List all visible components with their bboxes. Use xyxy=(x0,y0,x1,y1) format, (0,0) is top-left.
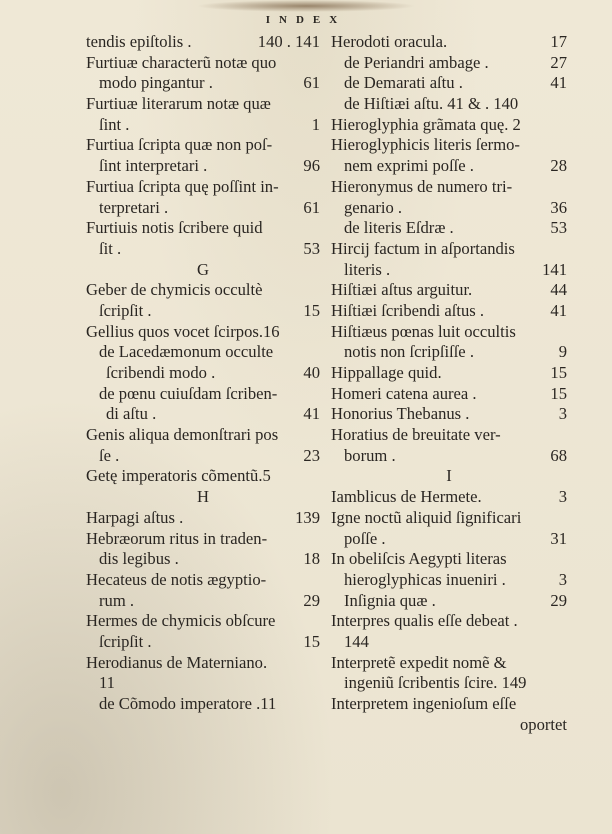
entry-text: Furtiua ſcripta quæ non poſ- xyxy=(86,135,273,155)
index-entry-line xyxy=(86,653,320,674)
entry-text: de Cõmodo imperatore .11 xyxy=(99,694,277,713)
index-entry-line xyxy=(331,218,567,239)
index-entry-line xyxy=(86,73,320,94)
index-entry-line xyxy=(331,694,567,715)
entry-text: ingeniũ ſcribentis ſcire. 149 xyxy=(344,673,527,693)
index-entry-line xyxy=(331,384,567,405)
page-reference: 15 xyxy=(303,631,320,651)
index-entry-line xyxy=(86,32,320,53)
index-entry-line xyxy=(331,94,567,115)
index-entry-line xyxy=(86,570,320,591)
entry-text: notis non ſcripſiſſe . xyxy=(344,342,474,362)
index-entry-line xyxy=(331,673,567,694)
index-entry-line xyxy=(331,342,567,363)
entry-text: Getę imperatoris cõmentũ.5 xyxy=(86,466,271,486)
entry-text: Inſignia quæ . xyxy=(344,590,436,610)
page-reference: 41 xyxy=(550,73,567,93)
entry-text: In obeliſcis Aegypti literas xyxy=(331,549,507,569)
index-entry-line xyxy=(331,156,567,177)
index-entry-line xyxy=(86,611,320,632)
entry-text: ſcripſit . xyxy=(99,300,152,320)
index-entry-line xyxy=(86,177,320,198)
index-column-left xyxy=(86,32,320,715)
index-entry-line xyxy=(331,425,567,446)
index-column-right xyxy=(331,32,567,735)
entry-text: Genis aliqua demonſtrari pos xyxy=(86,425,279,445)
page-reference: 53 xyxy=(303,238,320,258)
page-reference: 141 xyxy=(542,259,567,279)
index-entry-line xyxy=(86,53,320,74)
page-reference: 3 xyxy=(558,569,567,589)
page-reference: 28 xyxy=(550,156,567,176)
binding-stain xyxy=(196,0,416,12)
entry-text: nem exprimi poſſe . xyxy=(344,156,474,176)
entry-text: Herodianus de Materniano. xyxy=(86,652,268,672)
entry-text: Hiſtiæi ſcribendi aſtus . xyxy=(331,300,485,320)
entry-text: Furtiua ſcripta quę poſſint in- xyxy=(86,176,279,196)
index-entry-line xyxy=(86,301,320,322)
index-entry-line xyxy=(86,280,320,301)
entry-text: 144 xyxy=(344,631,369,651)
entry-text: Hermes de chymicis obſcure xyxy=(86,611,276,631)
page-reference: 44 xyxy=(550,280,567,300)
page-reference: 41 xyxy=(303,404,320,424)
entry-text: 11 xyxy=(99,673,115,693)
index-entry-line xyxy=(331,177,567,198)
index-entry-line xyxy=(86,342,320,363)
index-entry-line xyxy=(331,653,567,674)
page-reference: 139 xyxy=(295,507,320,527)
index-entry-line xyxy=(86,322,320,343)
section-letter xyxy=(331,466,567,487)
index-entry-line xyxy=(86,529,320,550)
index-entry-line xyxy=(331,446,567,467)
index-entry-line xyxy=(86,508,320,529)
entry-text: hieroglyphicas inueniri . xyxy=(344,569,506,589)
page-reference: 29 xyxy=(303,590,320,610)
entry-text: Hieroglyphicis literis ſermo- xyxy=(331,135,520,155)
entry-text: I xyxy=(446,466,452,486)
page-reference: 61 xyxy=(303,197,320,217)
entry-text: literis . xyxy=(344,259,391,279)
entry-text: poſſe . xyxy=(344,528,386,548)
index-entry-line xyxy=(331,611,567,632)
page-reference: 1 xyxy=(311,114,320,134)
entry-text: Harpagi aſtus . xyxy=(86,507,184,527)
index-entry-line xyxy=(86,363,320,384)
entry-text: Honorius Thebanus . xyxy=(331,404,470,424)
entry-text: Hecateus de notis ægyptio- xyxy=(86,569,267,589)
page-reference: 18 xyxy=(303,549,320,569)
entry-text: Furtiuis notis ſcribere quid xyxy=(86,218,263,238)
page-reference: 36 xyxy=(550,197,567,217)
page-reference: 31 xyxy=(550,528,567,548)
entry-text: G xyxy=(197,259,209,279)
index-entry-line xyxy=(331,322,567,343)
entry-text: Hebræorum ritus in traden- xyxy=(86,528,268,548)
index-entry-line xyxy=(86,404,320,425)
entry-text: borum . xyxy=(344,445,396,465)
running-header: INDEX xyxy=(265,14,347,26)
entry-text: de pœnu cuiuſdam ſcriben- xyxy=(99,383,278,403)
index-entry-line xyxy=(331,508,567,529)
page-reference: 23 xyxy=(303,445,320,465)
entry-text: ſcripſit . xyxy=(99,631,152,651)
index-entry-line xyxy=(331,632,567,653)
page-reference: 17 xyxy=(550,32,567,51)
entry-text: Hieroglyphia grãmata quę. 2 xyxy=(331,114,521,134)
entry-text: Iamblicus de Hermete. xyxy=(331,487,482,507)
index-entry-line xyxy=(86,198,320,219)
index-entry-line xyxy=(331,53,567,74)
entry-text: ſint . xyxy=(99,114,130,134)
index-entry-line xyxy=(86,632,320,653)
entry-text: Homeri catena aurea . xyxy=(331,383,477,403)
entry-text: Hiſtiæus pœnas luit occultis xyxy=(331,321,516,341)
index-entry-line xyxy=(331,570,567,591)
entry-text: dis legibus . xyxy=(99,549,179,569)
page-reference: 3 xyxy=(558,404,567,424)
entry-text: de Periandri ambage . xyxy=(344,52,489,72)
index-entry-line xyxy=(331,301,567,322)
entry-text: Interpretem ingenioſum eſſe xyxy=(331,694,517,713)
entry-text: Interpretẽ expedit nomẽ & xyxy=(331,652,507,672)
index-entry-line xyxy=(331,32,567,53)
index-entry-line xyxy=(86,239,320,260)
page-reference: 9 xyxy=(558,342,567,362)
index-entry-line xyxy=(86,694,320,715)
entry-text: Geber de chymicis occultè xyxy=(86,280,263,300)
index-entry-line xyxy=(86,673,320,694)
index-entry-line xyxy=(331,529,567,550)
section-letter xyxy=(86,487,320,508)
entry-text: ſcribendi modo . xyxy=(106,363,216,382)
entry-text: di aſtu . xyxy=(106,404,157,424)
page-reference: 61 xyxy=(303,73,320,93)
entry-text: Hieronymus de numero tri- xyxy=(331,176,513,196)
index-entry-line xyxy=(331,404,567,425)
page-reference: 3 xyxy=(558,487,567,507)
index-entry-line xyxy=(86,115,320,136)
page-reference: 15 xyxy=(550,383,567,403)
page-reference: 41 xyxy=(550,300,567,320)
entry-text: Igne noctũ aliquid ſignificari xyxy=(331,507,522,527)
entry-text: de literis Eſdræ . xyxy=(344,218,454,238)
entry-text: tendis epiſtolis . xyxy=(86,32,192,51)
index-entry-line xyxy=(86,218,320,239)
page-reference: 27 xyxy=(550,52,567,72)
page-reference: 140 . 141 xyxy=(257,32,320,51)
index-entry-line xyxy=(86,446,320,467)
entry-text: Furtiuæ characterũ notæ quo xyxy=(86,52,277,72)
entry-text: ſint interpretari . xyxy=(99,156,208,176)
index-entry-line xyxy=(331,549,567,570)
index-entry-line xyxy=(331,487,567,508)
index-entry-line xyxy=(331,280,567,301)
section-letter xyxy=(86,260,320,281)
entry-text: Hippallage quid. xyxy=(331,363,442,382)
page-reference: 68 xyxy=(550,445,567,465)
index-entry-line xyxy=(331,363,567,384)
entry-text: Gellius quos vocet ſcirpos.16 xyxy=(86,321,280,341)
index-entry-line xyxy=(86,425,320,446)
index-entry-line xyxy=(331,198,567,219)
index-entry-line xyxy=(86,135,320,156)
index-entry-line xyxy=(331,591,567,612)
page-reference: 96 xyxy=(303,156,320,176)
index-entry-line xyxy=(86,591,320,612)
index-entry-line xyxy=(331,239,567,260)
index-entry-line xyxy=(86,384,320,405)
entry-text: oportet xyxy=(519,714,567,734)
entry-text: terpretari . xyxy=(99,197,169,217)
entry-text: rum . xyxy=(99,590,135,610)
page-reference: 15 xyxy=(550,363,567,382)
index-entry-line xyxy=(86,466,320,487)
page-reference: 53 xyxy=(550,218,567,238)
entry-text: Hiſtiæi aſtus arguitur. xyxy=(331,280,473,300)
entry-text: de Hiſtiæi aſtu. 41 & . 140 xyxy=(344,94,519,114)
entry-text: de Lacedæmonum occulte xyxy=(99,342,274,362)
index-entry-line xyxy=(331,73,567,94)
index-entry-line xyxy=(331,260,567,281)
index-entry-line xyxy=(331,135,567,156)
entry-text: modo pingantur . xyxy=(99,73,213,93)
entry-text: de Demarati aſtu . xyxy=(344,73,463,93)
index-entry-line xyxy=(331,715,567,736)
entry-text: Horatius de breuitate ver- xyxy=(331,425,501,445)
entry-text: ſit . xyxy=(99,238,122,258)
entry-text: Herodoti oracula. xyxy=(331,32,448,51)
entry-text: Hircij factum in aſportandis xyxy=(331,238,515,258)
page-reference: 15 xyxy=(303,300,320,320)
index-entry-line xyxy=(331,115,567,136)
index-entry-line xyxy=(86,549,320,570)
index-entry-line xyxy=(86,94,320,115)
entry-text: Interpres qualis eſſe debeat . xyxy=(331,611,518,631)
entry-text: H xyxy=(197,487,209,507)
entry-text: Furtiuæ literarum notæ quæ xyxy=(86,94,271,114)
entry-text: ſe . xyxy=(99,445,120,465)
page-reference: 40 xyxy=(303,363,320,382)
index-entry-line xyxy=(86,156,320,177)
entry-text: genario . xyxy=(344,197,403,217)
page-reference: 29 xyxy=(550,590,567,610)
